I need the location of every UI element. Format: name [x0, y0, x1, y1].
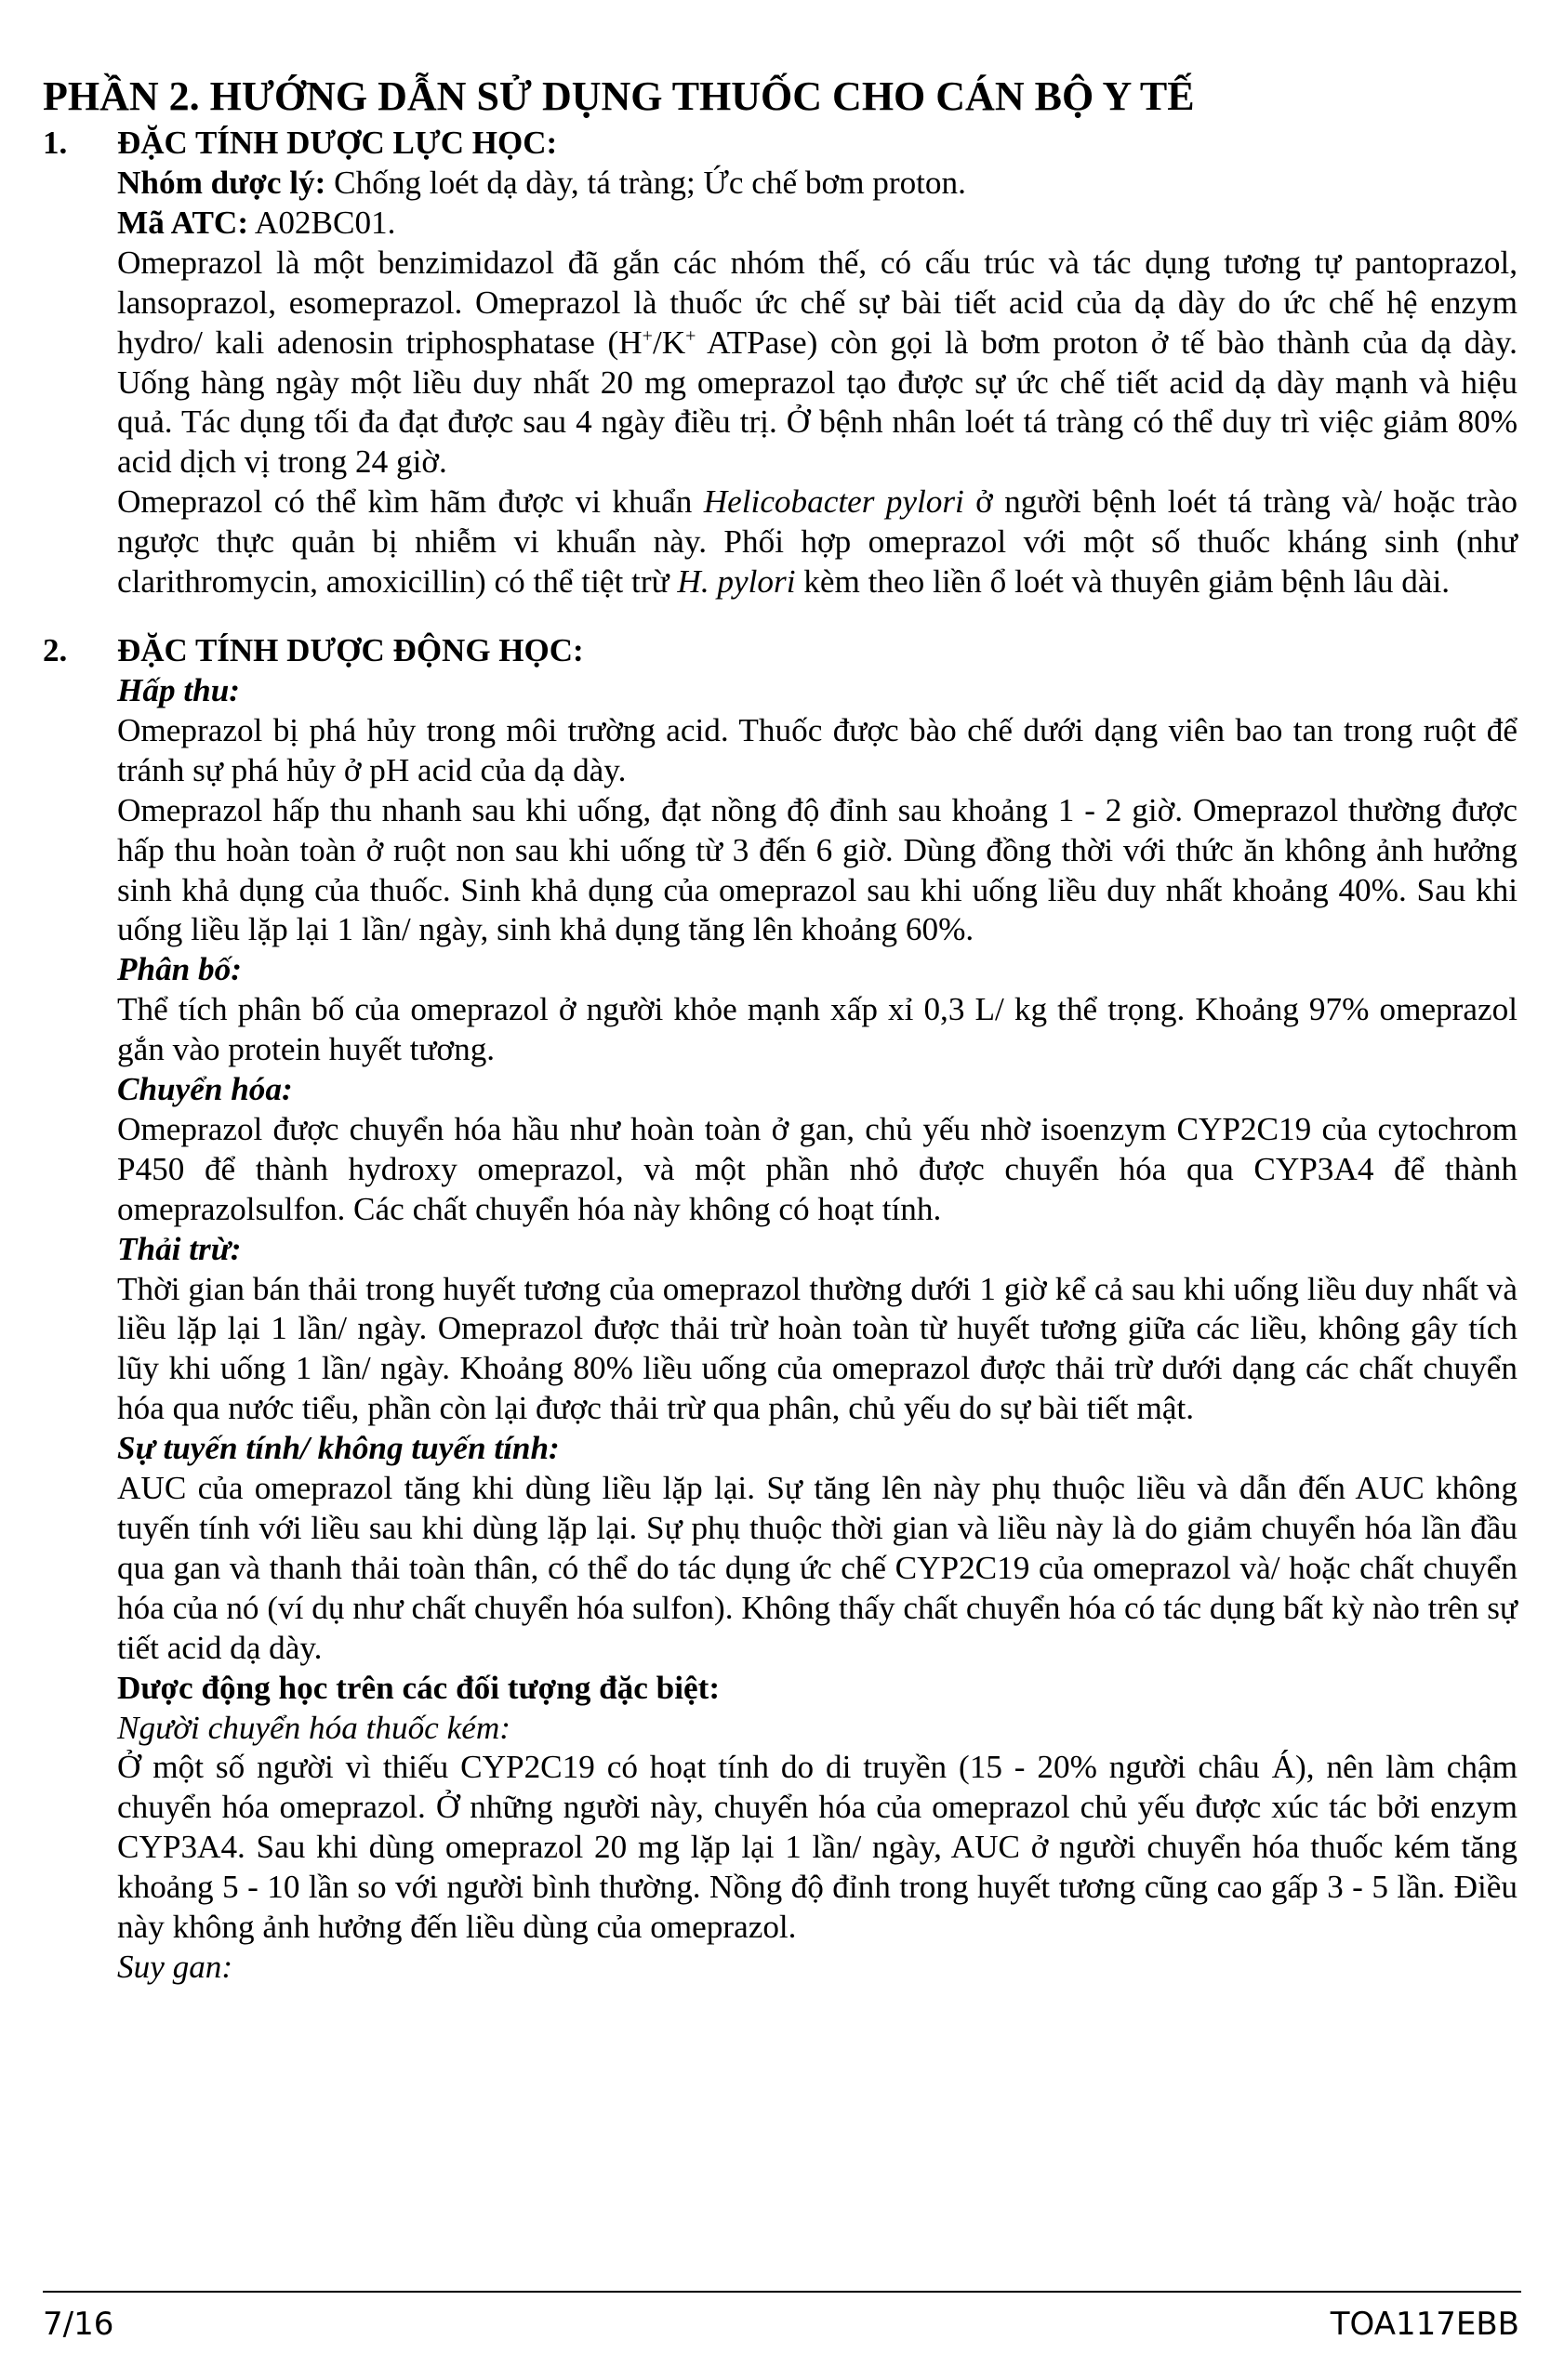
special-populations-heading: Dược động học trên các đối tượng đặc biệt: [117, 1669, 721, 1706]
poor-metabolizers-heading: Người chuyển hóa thuốc kém: [117, 1709, 510, 1746]
page-number: 7/16 [43, 2306, 114, 2343]
section-1-title: ĐẶC TÍNH DƯỢC LỰC HỌC: [117, 125, 558, 161]
section-2-body [117, 671, 1518, 1988]
pharmacologic-group-value: Chống loét dạ dày, tá tràng; Ức chế bơm proton. [325, 165, 966, 201]
distribution-heading: Phân bố: [117, 951, 242, 988]
hepatic-impairment-heading: Suy gan: [117, 1948, 233, 1985]
absorption-paragraph-1: Omeprazol bị phá hủy trong môi trường acid. Thuốc được bào chế dưới dạng viên bao tan trong ruột để tránh sự phá hủy ở pH acid của dạ dày. [117, 711, 1518, 788]
section-2-number: 2. [43, 631, 68, 668]
absorption-heading: Hấp thu: [117, 671, 240, 708]
elimination-heading: Thải trừ: [117, 1230, 242, 1267]
section-1-number: 1. [43, 125, 68, 161]
pharmacologic-group-label: Nhóm dược lý: [117, 165, 326, 201]
page-title: PHẦN 2. HƯỚNG DẪN SỬ DỤNG THUỐC CHO CÁN BỘ Y TẾ [43, 73, 1195, 119]
section-2-heading [43, 630, 1518, 671]
pharmacodynamics-paragraph-2: Omeprazol có thể kìm hãm được vi khuẩn Helicobacter pylori ở người bệnh loét tá tràng và/ hoặc trào ngược thực quản bị nhiễm vi khuẩn này. Phối hợp omeprazol với một số thuốc kháng sinh (như clarithromycin, amoxicillin) có thể tiệt trừ H. pylori kèm theo liền ổ loét và thuyên giảm bệnh lâu dài. [117, 483, 1518, 601]
document-code: TOA117EBB [1330, 2306, 1519, 2343]
atc-code [117, 204, 1518, 244]
distribution-paragraph: Thể tích phân bố của omeprazol ở người khỏe mạnh xấp xỉ 0,3 L/ kg thể trọng. Khoảng 97% omeprazol gắn vào protein huyết tương. [117, 991, 1518, 1068]
elimination-paragraph: Thời gian bán thải trong huyết tương của omeprazol thường dưới 1 giờ kể cả sau khi uống liều duy nhất và liều lặp lại 1 lần/ ngày. Omeprazol được thải trừ hoàn toàn từ huyết tương giữa các liều, không gây tích lũy khi uống 1 lần/ ngày. Khoảng 80% liều uống của omeprazol được thải trừ dưới dạng các chất chuyển hóa qua nước tiểu, phần còn lại được thải trừ qua phân, chủ yếu do sự bài tiết mật. [117, 1270, 1518, 1427]
pharmacologic-group [117, 164, 1518, 204]
metabolism-heading: Chuyển hóa: [117, 1071, 293, 1108]
document-page [43, 73, 1518, 1988]
metabolism-paragraph: Omeprazol được chuyển hóa hầu như hoàn toàn ở gan, chủ yếu nhờ isoenzym CYP2C19 của cytochrom P450 để thành hydroxy omeprazol, và một phần nhỏ được chuyển hóa qua CYP3A4 để thành omeprazolsulfon. Các chất chuyển hóa này không có hoạt tính. [117, 1110, 1518, 1227]
section-1-heading [43, 123, 1518, 164]
section-1-body [117, 164, 1518, 602]
linearity-paragraph: AUC của omeprazol tăng khi dùng liều lặp lại. Sự tăng lên này phụ thuộc liều và dẫn đến AUC không tuyến tính với liều sau khi dùng lặp lại. Sự phụ thuộc thời gian và liều này là do giảm chuyển hóa lần đầu qua gan và thanh thải toàn thân, có thể do tác dụng ức chế CYP2C19 của omeprazol và/ hoặc chất chuyển hóa của nó (ví dụ như chất chuyển hóa sulfon). Không thấy chất chuyển hóa có tác dụng bất kỳ nào trên sự tiết acid dạ dày. [117, 1470, 1518, 1666]
absorption-paragraph-2: Omeprazol hấp thu nhanh sau khi uống, đạt nồng độ đỉnh sau khoảng 1 - 2 giờ. Omeprazol thường được hấp thu hoàn toàn ở ruột non sau khi uống từ 3 đến 6 giờ. Dùng đồng thời với thức ăn không ảnh hưởng sinh khả dụng của thuốc. Sinh khả dụng của omeprazol sau khi uống liều duy nhất khoảng 40%. Sau khi uống liều lặp lại 1 lần/ ngày, sinh khả dụng tăng lên khoảng 60%. [117, 791, 1518, 948]
section-2-title: ĐẶC TÍNH DƯỢC ĐỘNG HỌC: [117, 631, 584, 668]
footer-divider [43, 2291, 1521, 2293]
linearity-heading: Sự tuyến tính/ không tuyến tính: [117, 1430, 560, 1467]
poor-metabolizers-paragraph: Ở một số người vì thiếu CYP2C19 có hoạt tính do di truyền (15 - 20% người châu Á), nên làm chậm chuyển hóa omeprazol. Ở những người này, chuyển hóa của omeprazol chủ yếu được xúc tác bởi enzym CYP3A4. Sau khi dùng omeprazol 20 mg lặp lại 1 lần/ ngày, AUC ở người chuyển hóa thuốc kém tăng khoảng 5 - 10 lần so với người bình thường. Nồng độ đỉnh trong huyết tương cũng cao gấp 3 - 5 lần. Điều này không ảnh hưởng đến liều dùng của omeprazol. [117, 1749, 1518, 1946]
pharmacodynamics-paragraph-1: Omeprazol là một benzimidazol đã gắn các nhóm thế, có cấu trúc và tác dụng tương tự pantoprazol, lansoprazol, esomeprazol. Omeprazol là thuốc ức chế sự bài tiết acid của dạ dày do ức chế hệ enzym hydro/ kali adenosin triphosphatase (H+/K+ ATPase) còn gọi là bơm proton ở tế bào thành của dạ dày. Uống hàng ngày một liều duy nhất 20 mg omeprazol tạo được sự ức chế tiết acid dạ dày mạnh và hiệu quả. Tác dụng tối đa đạt được sau 4 ngày điều trị. Ở bệnh nhân loét tá tràng có thể duy trì việc giảm 80% acid dịch vị trong 24 giờ. [117, 244, 1518, 481]
atc-code-value: A02BC01. [248, 204, 396, 241]
atc-code-label: Mã ATC: [117, 204, 249, 241]
